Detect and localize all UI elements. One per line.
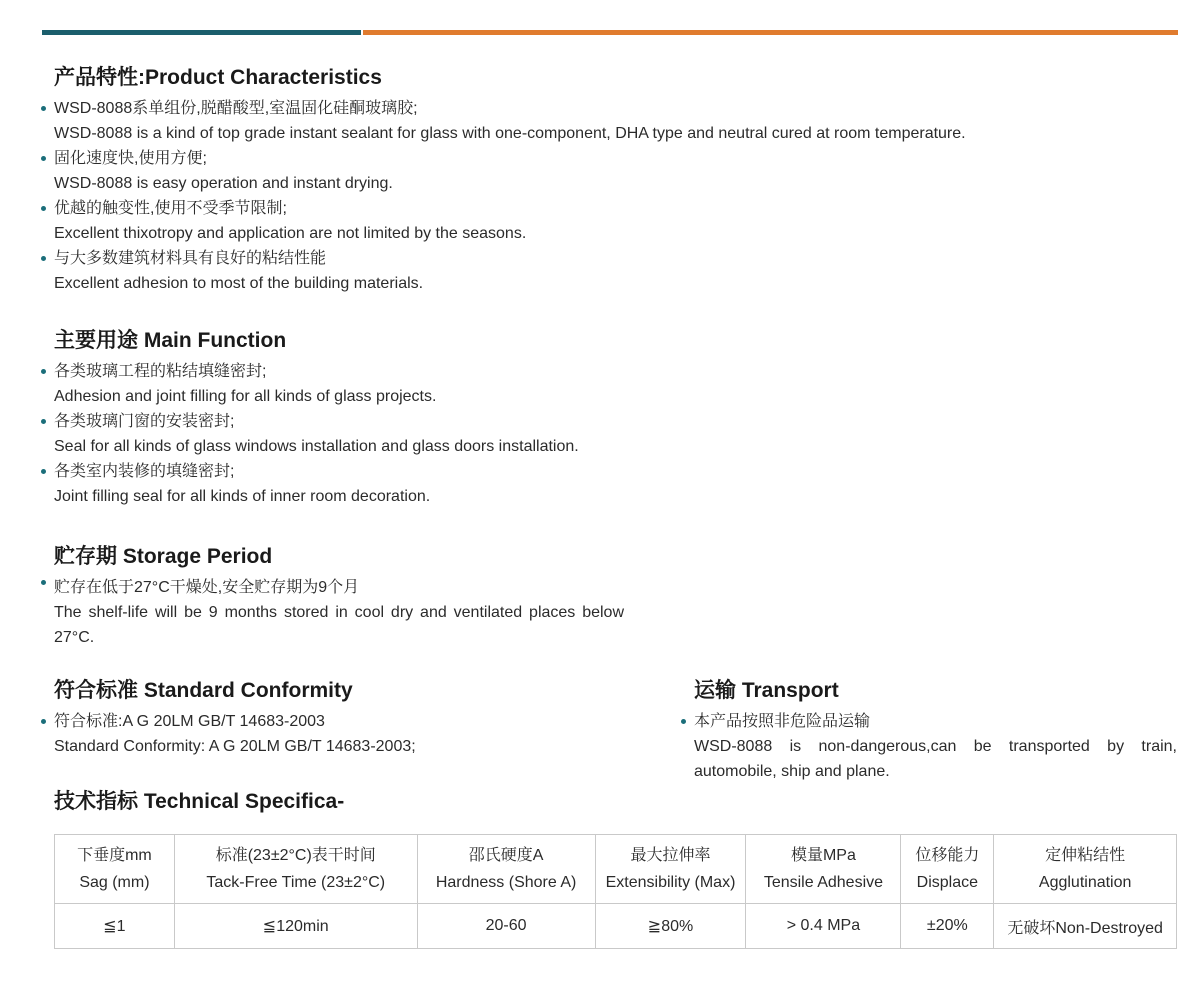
item-en: Excellent thixotropy and application are not limited by the seasons.	[54, 225, 527, 242]
bullet-icon	[681, 719, 686, 724]
table-cell: ≦1	[55, 904, 175, 949]
item-en: Excellent adhesion to most of the building materials.	[54, 275, 424, 292]
bullet-icon	[41, 580, 46, 585]
header-en: Extensibility (Max)	[605, 874, 736, 891]
header-zh: 标准(23±2°C)表干时间	[215, 847, 376, 864]
header-en: Displace	[916, 874, 979, 891]
item-zh: 各类玻璃工程的粘结填缝密封;	[54, 363, 267, 380]
table-row	[55, 904, 1177, 949]
item-en: WSD-8088 is a kind of top grade instant sealant for glass with one-component, DHA type and neutral cured at room temperature.	[54, 125, 966, 142]
storage-title: 贮存期 Storage Period	[54, 545, 273, 568]
section-transport	[694, 677, 1177, 784]
item-zh: 各类室内装修的填缝密封;	[54, 463, 235, 480]
table-header-cell	[55, 835, 175, 904]
divider-orange-segment	[363, 30, 1178, 35]
header-en: Agglutination	[1038, 874, 1132, 891]
transport-title: 运输 Transport	[694, 679, 839, 702]
section-standard	[54, 677, 416, 759]
table-cell: ≧80%	[595, 904, 746, 949]
table-cell: > 0.4 MPa	[746, 904, 901, 949]
section-storage	[54, 543, 624, 650]
item-en: The shelf-life will be 9 months stored in cool dry and ventilated places below 27°C.	[54, 604, 624, 646]
list-item	[54, 246, 966, 296]
item-zh: 贮存在低于27°C干燥处,安全贮存期为9个月	[54, 579, 360, 596]
header-zh: 下垂度mm	[77, 847, 152, 864]
item-en: WSD-8088 is non-dangerous,can be transported by train, automobile, ship and plane.	[694, 738, 1177, 780]
header-en: Tack-Free Time (23±2°C)	[206, 874, 386, 891]
header-zh: 定伸粘结性	[1045, 847, 1126, 864]
list-item	[54, 359, 579, 409]
list-item	[54, 709, 416, 759]
item-zh: 与大多数建筑材料具有良好的粘结性能	[54, 250, 327, 267]
list-item	[54, 409, 579, 459]
header-en: Hardness (Shore A)	[435, 874, 577, 891]
section-main-function	[54, 327, 579, 509]
table-cell: 无破坏Non-Destroyed	[994, 904, 1177, 949]
main-function-title: 主要用途 Main Function	[54, 329, 287, 352]
header-zh: 最大拉伸率	[630, 847, 711, 864]
item-en: Seal for all kinds of glass windows installation and glass doors installation.	[54, 438, 579, 455]
bullet-icon	[41, 419, 46, 424]
list-item	[54, 146, 966, 196]
list-item	[54, 575, 624, 650]
table-header-cell	[901, 835, 994, 904]
table-header-cell	[174, 835, 417, 904]
header-zh: 模量MPa	[790, 847, 856, 864]
item-en: Joint filling seal for all kinds of inner room decoration.	[54, 488, 431, 505]
item-zh: 各类玻璃门窗的安装密封;	[54, 413, 235, 430]
item-zh: 本产品按照非危险品运输	[694, 713, 871, 730]
section-technical	[54, 788, 344, 820]
table-header-cell	[595, 835, 746, 904]
item-en: Standard Conformity: A G 20LM GB/T 14683-2003;	[54, 738, 416, 755]
table-cell: 20-60	[417, 904, 595, 949]
item-zh: 符合标准:A G 20LM GB/T 14683-2003	[54, 713, 325, 730]
item-zh: 固化速度快,使用方便;	[54, 150, 207, 167]
header-zh: 邵氏硬度A	[468, 847, 544, 864]
list-item	[54, 96, 966, 146]
divider-teal-segment	[42, 30, 361, 35]
section-characteristics	[54, 64, 966, 296]
header-en: Tensile Adhesive	[763, 874, 884, 891]
header-en: Sag (mm)	[79, 874, 150, 891]
table-header-cell	[746, 835, 901, 904]
list-item	[694, 709, 1177, 784]
list-item	[54, 196, 966, 246]
table-header-row	[55, 835, 1177, 904]
table-cell: ±20%	[901, 904, 994, 949]
list-item	[54, 459, 579, 509]
item-en: Adhesion and joint filling for all kinds of glass projects.	[54, 388, 437, 405]
table-cell: ≦120min	[174, 904, 417, 949]
bullet-icon	[41, 719, 46, 724]
bullet-icon	[41, 256, 46, 261]
bullet-icon	[41, 106, 46, 111]
item-zh: 优越的触变性,使用不受季节限制;	[54, 200, 287, 217]
bullet-icon	[41, 156, 46, 161]
top-divider	[42, 30, 1178, 35]
technical-title: 技术指标 Technical Specifica-	[54, 790, 345, 813]
bullet-icon	[41, 469, 46, 474]
bullet-icon	[41, 369, 46, 374]
characteristics-title: 产品特性:Product Characteristics	[54, 66, 382, 89]
bullet-icon	[41, 206, 46, 211]
item-zh: WSD-8088系单组份,脱醋酸型,室温固化硅酮玻璃胶;	[54, 100, 418, 117]
header-zh: 位移能力	[915, 847, 980, 864]
table-header-cell	[417, 835, 595, 904]
table-header-cell	[994, 835, 1177, 904]
spec-table	[54, 834, 1177, 949]
standard-title: 符合标准 Standard Conformity	[54, 679, 353, 702]
item-en: WSD-8088 is easy operation and instant drying.	[54, 175, 393, 192]
